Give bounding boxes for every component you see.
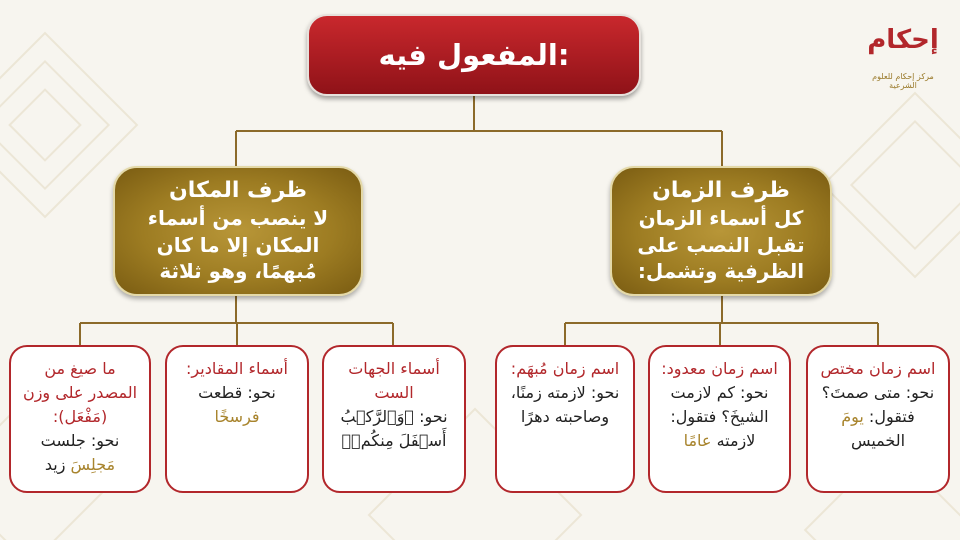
leaf-directions-title: أسماء الجهات الست	[348, 359, 440, 402]
leaf-vague	[495, 345, 635, 493]
leaf-specific-example-gold: يومَ	[841, 407, 864, 426]
leaf-measures-example: نحو: قطعت	[198, 383, 276, 402]
branch-time-text: كل أسماء الزمان تقبل النصب على الظرفية وتشمل:	[637, 206, 805, 284]
leaf-measures-title: أسماء المقادير:	[186, 359, 288, 378]
root-node	[307, 14, 641, 96]
leaf-measures	[165, 345, 309, 493]
leaf-specific-example-text: نحو: متى صمتَ؟ فتقول:	[821, 383, 935, 426]
leaf-masdar-title: ما صيغ من المصدر على وزن (مَفْعَل):	[22, 359, 138, 426]
leaf-counted-example-gold: عامًا	[683, 431, 712, 450]
leaf-specific-title: اسم زمان مختص	[820, 359, 936, 378]
root-title: المفعول فيه:	[378, 38, 570, 72]
leaf-masdar-example-prefix: نحو: جلست	[40, 431, 120, 450]
leaf-masdar	[9, 345, 151, 493]
leaf-counted-example-text: نحو: كم لازمت الشيخَ؟ فتقول: لازمته	[670, 383, 769, 450]
leaf-specific-example-suffix: الخميس	[850, 431, 906, 450]
leaf-counted-title: اسم زمان معدود:	[661, 359, 778, 378]
leaf-masdar-example-suffix: زيد	[44, 455, 66, 474]
leaf-specific-example	[816, 381, 940, 453]
leaf-masdar-example-gold: مَجلِسَ	[70, 455, 116, 474]
branch-place	[113, 166, 363, 296]
leaf-directions-example-prefix: نحو:	[419, 407, 448, 426]
leaf-masdar-example	[19, 429, 141, 477]
branch-place-title: ظرف المكان	[168, 178, 307, 203]
leaf-specific	[806, 345, 950, 493]
leaf-directions	[322, 345, 466, 493]
logo	[866, 22, 940, 92]
leaf-directions-example	[332, 405, 456, 453]
logo-subtitle: مركز إحكام للعلوم الشرعية	[872, 72, 934, 90]
leaf-counted-example	[658, 381, 781, 453]
leaf-counted	[648, 345, 791, 493]
leaf-vague-example: نحو: لازمته زمنًا، وصاحبته دهرًا	[510, 383, 620, 426]
leaf-measures-example-gold: فرسخًا	[214, 407, 260, 426]
branch-place-text: لا ينصب من أسماء المكان إلا ما كان مُبهمًا، وهو ثلاثة	[147, 206, 329, 284]
leaf-vague-title: اسم زمان مُبهَم:	[510, 359, 620, 378]
leaf-directions-quote: ﴿وَٱلرَّكۡبُ أَسۡفَلَ مِنكُمۡ﴾	[340, 407, 447, 450]
logo-word: إحكام	[867, 25, 939, 55]
branch-time-title: ظرف الزمان	[652, 178, 790, 203]
branch-time	[610, 166, 832, 296]
